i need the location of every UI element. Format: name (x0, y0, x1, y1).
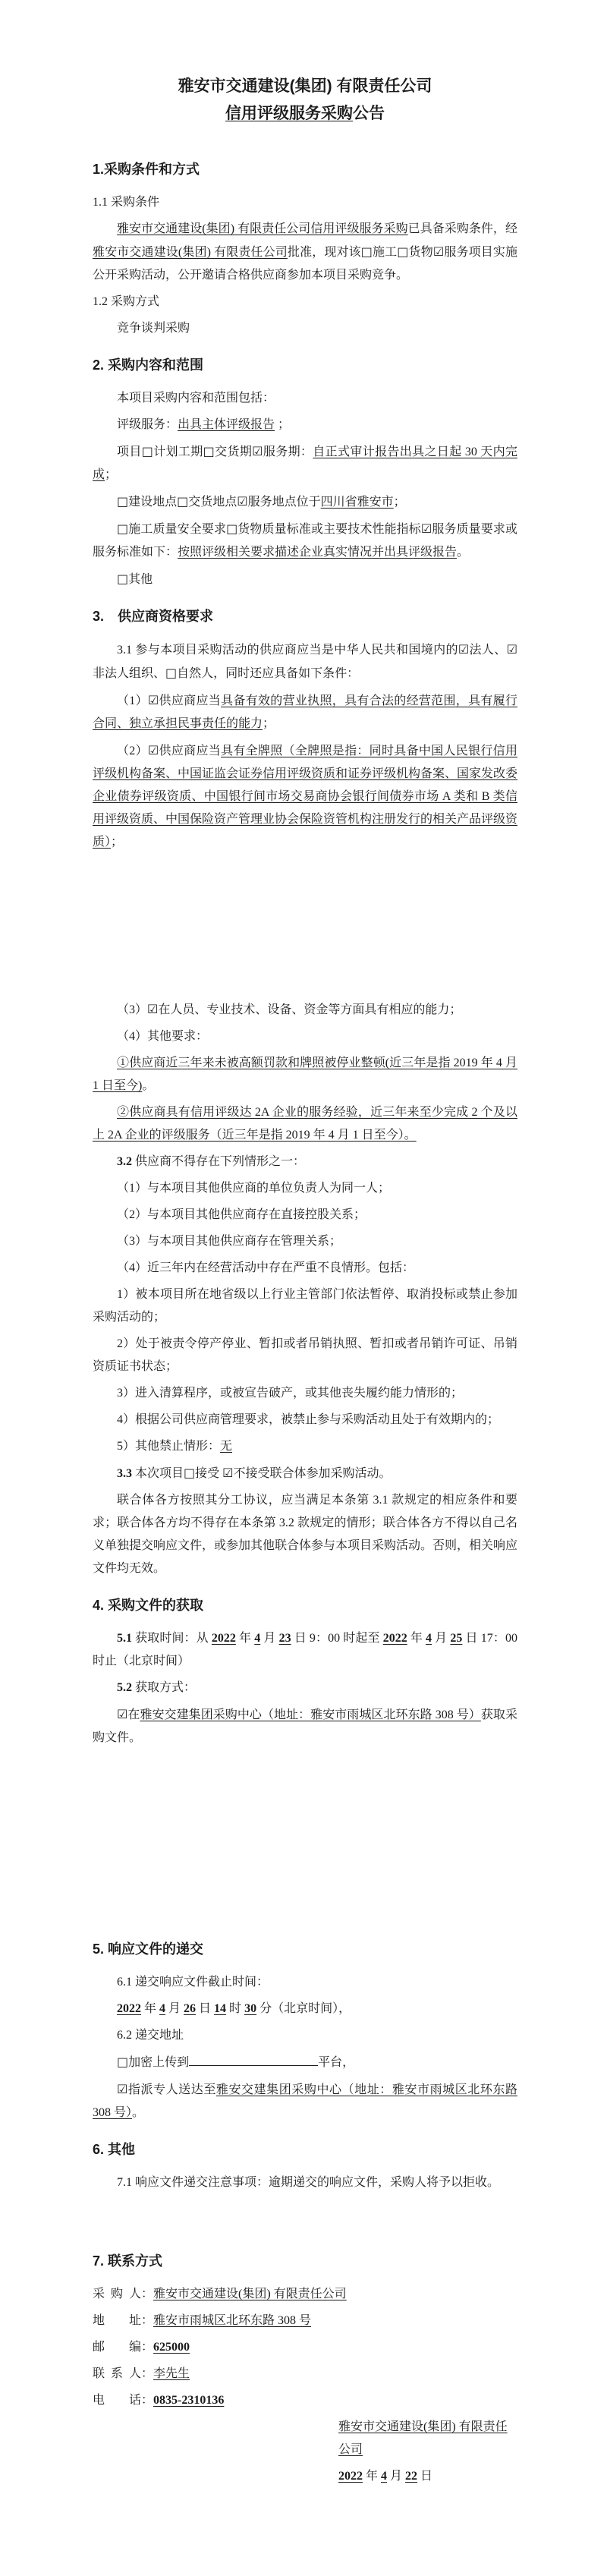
text-segment: 2022 (211, 1632, 236, 1645)
text-segment: （2）与本项目其他供应商存在直接控股关系； (117, 1208, 366, 1221)
text-segment: （2） (117, 745, 148, 757)
clause-1-2-body (93, 317, 517, 340)
scope-service (93, 414, 517, 436)
text-segment: 6.1 递交响应文件截止时间： (117, 1976, 269, 1989)
contact-label: 电话 (93, 2394, 141, 2407)
text-segment: 非法人组织、 (93, 667, 166, 680)
page-break-3 (93, 2198, 517, 2236)
clause-1-1-body (93, 218, 517, 287)
text-segment: ； (393, 496, 406, 509)
text-segment: 日 (196, 2002, 215, 2015)
text-segment: 雅安市雨城区北环东路 308 号 (153, 2314, 312, 2327)
text-segment: ： (141, 2367, 154, 2380)
checkbox-unchecked-icon: □ (165, 666, 178, 680)
page-break-2 (93, 1753, 517, 1924)
text-segment: 月 (260, 1632, 279, 1645)
text-segment: 雅安市交通建设(集团) 有限责任公司信用评级服务采购 (117, 222, 408, 235)
text-segment: 加密上传到 (128, 2056, 190, 2069)
text-segment: 无 (220, 1440, 233, 1453)
text-segment: 服务地点位于 (247, 496, 321, 509)
forbidden-2 (93, 1204, 517, 1227)
section-5-heading (93, 1939, 517, 1959)
section-1-heading (93, 159, 517, 179)
text-segment: 评级服务： (117, 418, 178, 431)
text-segment: 6.2 递交地址 (117, 2029, 184, 2042)
text-segment: 供应商应当 (159, 694, 222, 707)
text-segment: 交货期 (215, 446, 253, 458)
clause-1-2-label (93, 291, 517, 313)
text-segment: 。 (132, 2106, 145, 2119)
text-segment: 信用评级服务采购 (225, 105, 353, 122)
text-segment: 雅安市交通建设(集团) 有限责任公司 (338, 2420, 508, 2456)
contact-purchaser (93, 2283, 517, 2306)
text-segment: 指派专人送达至 (127, 2083, 216, 2096)
forbidden-4-4 (93, 1409, 517, 1431)
page-break-1 (93, 858, 517, 994)
text-segment: 货物 (408, 246, 433, 259)
clause-6-2 (93, 2024, 517, 2047)
text-segment: 日 9：00 时起至 (291, 1632, 383, 1645)
checkbox-checked-icon: ☑ (237, 494, 248, 509)
text-segment: 施工 (373, 246, 398, 259)
forbidden-4 (93, 1257, 517, 1280)
text-segment: 4. 采购文件的获取 (93, 1598, 204, 1613)
text-segment: 法人、 (469, 644, 507, 657)
text-segment: （1） (117, 694, 148, 707)
scope-location (93, 490, 517, 514)
blank-underline-field (189, 2051, 318, 2066)
forbidden-3 (93, 1230, 517, 1253)
checkbox-unchecked-icon: □ (226, 521, 238, 536)
text-segment: ： (141, 2394, 154, 2407)
contact-label: 地址 (93, 2314, 141, 2327)
contact-phone (93, 2389, 517, 2412)
text-segment: 建设地点 (128, 496, 178, 509)
text-segment: ①供应商近三年来未被高额罚款和牌照被停业整顿(近三年是指 2019 年 4 月 1 日至今) (93, 1057, 517, 1092)
text-segment: 施工质量安全要求 (128, 523, 227, 536)
text-segment: ： (141, 2341, 154, 2354)
text-segment: 李先生 (153, 2367, 190, 2380)
checkbox-unchecked-icon: □ (117, 494, 129, 509)
scope-intro (93, 387, 517, 410)
text-segment: 4 (159, 2002, 166, 2015)
checkbox-checked-icon: ☑ (420, 521, 432, 536)
text-segment: 2）处于被责令停产停业、暂扣或者吊销执照、暂扣或者吊销许可证、吊销资质证书状态； (93, 1337, 517, 1373)
text-segment: 获取时间：从 (132, 1632, 212, 1645)
text-segment: 年 (363, 2470, 382, 2483)
text-segment: 本项目采购内容和范围包括： (117, 392, 275, 405)
section-3-heading (93, 606, 517, 626)
text-segment: 批准，现对该 (287, 246, 361, 259)
text-segment: 不接受联合体参加采购活动。 (233, 1467, 392, 1480)
clause-5-1 (93, 1627, 517, 1673)
text-segment: 雅安交建集团采购中心（地址：雅安市雨城区北环东路 308 号） (93, 2083, 517, 2119)
text-segment: 23 (278, 1632, 291, 1645)
text-segment: 3. 供应商资格要求 (93, 609, 214, 624)
text-segment: 5）其他禁止情形： (117, 1440, 221, 1453)
checkbox-unchecked-icon: □ (397, 244, 409, 259)
text-segment: 服务质量要求或服务标准如下： (93, 523, 517, 559)
text-segment: 年 (407, 1632, 426, 1645)
text-segment: 雅安交建集团采购中心（地址：雅安市雨城区北环东路 308 号） (140, 1708, 481, 1721)
text-segment: ： (141, 2288, 154, 2300)
forbidden-4-2 (93, 1333, 517, 1378)
qualification-3 (93, 998, 517, 1022)
checkbox-unchecked-icon: □ (360, 244, 373, 259)
text-segment: 6. 其他 (93, 2142, 136, 2157)
text-segment: 26 (184, 2002, 197, 2015)
text-segment: 接受 (195, 1467, 223, 1480)
text-segment: ； (111, 836, 124, 849)
text-segment: 本次项目 (132, 1467, 184, 1480)
text-segment: 1.1 采购条件 (93, 196, 160, 209)
checkbox-unchecked-icon: □ (177, 494, 189, 509)
checkbox-checked-icon: ☑ (147, 693, 159, 707)
text-segment: 其他 (128, 573, 153, 586)
text-segment: 供应商应当 (159, 745, 222, 757)
doc-title-line-2 (93, 100, 517, 128)
qualification-4-2 (93, 1101, 517, 1147)
text-segment: 服务项目实施公开采购活动，公开邀请合格供应商参加本项目采购竞争。 (93, 246, 517, 282)
text-segment: （3） (117, 1003, 148, 1016)
text-segment: 年 (235, 1632, 255, 1645)
text-segment: 5.2 (117, 1681, 132, 1694)
text-segment: 。 (142, 1079, 155, 1092)
clause-6-1 (93, 1971, 517, 1994)
contact-label: 采购人 (93, 2288, 141, 2300)
text-segment: 分（北京时间）， (256, 2002, 351, 2015)
clause-3-3 (93, 1462, 517, 1485)
clause-3-2 (93, 1151, 517, 1173)
checkbox-checked-icon: ☑ (147, 743, 159, 757)
text-segment: 2022 (117, 2002, 141, 2015)
submit-delivery (93, 2078, 517, 2124)
section-4-heading (93, 1595, 517, 1615)
forbidden-4-3 (93, 1382, 517, 1405)
text-segment: 具有全牌照（全牌照是指：同时具备中国人民银行信用评级机构备案、中国证监会证券信用评级资质和证券评级机构备案、国家发改委企业债券评级资质、中国银行间市场交易商协会银行间债券市场 A 类和 B 类信用评级资质、中国保险资产管理业协会保险资管机构注册发行的相关产品评级资质） (93, 745, 518, 849)
text-segment: ②供应商具有信用评级达 2A 企业的服务经验，近三年来至少完成 2 个及以上 2A 企业的评级服务（近三年是指 2019 年 4 月 1 日至今）。 (93, 1106, 517, 1142)
text-segment: 5. 响应文件的递交 (93, 1941, 204, 1957)
text-segment: 货物质量标准或主要技术性能指标 (237, 523, 421, 536)
text-segment: ； (263, 717, 275, 730)
doc-title-line-1 (93, 73, 517, 100)
text-segment: 4 (254, 1632, 261, 1645)
checkbox-checked-icon: ☑ (458, 642, 470, 657)
text-segment: 月 (387, 2470, 406, 2483)
forbidden-4-5 (93, 1435, 517, 1458)
text-segment: 竞争谈判采购 (117, 322, 190, 335)
qualification-4-1 (93, 1052, 517, 1097)
text-segment: 计划工期 (153, 446, 203, 458)
text-segment: 4）根据公司供应商管理要求，被禁止参与采购活动且处于有效期内的； (117, 1413, 500, 1426)
qualification-4 (93, 1025, 517, 1048)
checkbox-checked-icon: ☑ (222, 1466, 234, 1480)
text-segment: 2022 (382, 1632, 407, 1645)
text-segment: 项目 (117, 446, 142, 458)
text-segment: ： (141, 2314, 154, 2327)
forbidden-1 (93, 1177, 517, 1200)
text-segment: 获取方式： (132, 1681, 197, 1694)
text-segment: 0835-2310136 (153, 2394, 225, 2407)
checkbox-checked-icon: ☑ (117, 2082, 128, 2096)
qualification-1 (93, 689, 517, 735)
text-segment: 14 (214, 2002, 227, 2015)
text-segment: 出具主体评级报告 (178, 418, 275, 431)
text-segment: 具备有效的营业执照，具有合法的经营范围，具有履行合同、独立承担民事责任的能力 (93, 694, 517, 730)
section-7-heading (93, 2251, 517, 2271)
section-2-heading (93, 355, 517, 375)
checkbox-unchecked-icon: □ (184, 1466, 196, 1480)
text-segment: 按照评级相关要求描述企业真实情况并出具评级报告 (178, 546, 458, 559)
text-segment: 3.1 参与本项目采购活动的供应商应当是中华人民共和国境内的 (117, 644, 458, 657)
contact-person (93, 2363, 517, 2385)
text-segment: （4）其他要求： (117, 1030, 209, 1043)
text-segment: 雅安市交通建设(集团) 有限责任公司 (178, 77, 432, 95)
checkbox-checked-icon: ☑ (147, 1002, 159, 1016)
text-segment: 四川省雅安市 (320, 496, 394, 509)
text-segment: 交货地点 (188, 496, 237, 509)
text-segment: 供应商不得存在下列情形之一： (132, 1155, 306, 1168)
clause-5-2 (93, 1677, 517, 1699)
scope-other (93, 568, 517, 591)
text-segment: 22 (405, 2470, 418, 2483)
qualification-2 (93, 739, 517, 854)
text-segment: 月 (432, 1632, 451, 1645)
text-segment: 5.1 (117, 1632, 132, 1645)
text-segment: 1.2 采购方式 (93, 295, 160, 308)
clause-3-1 (93, 638, 517, 685)
text-segment: 自然人，同时还应具备如下条件： (177, 667, 360, 680)
text-segment: 平台， (318, 2056, 355, 2069)
scope-quality (93, 518, 517, 564)
text-segment: 公告 (353, 105, 385, 122)
text-segment: 日 17：00 时止（北京时间） (93, 1632, 517, 1667)
scope-period (93, 440, 517, 487)
checkbox-unchecked-icon: □ (141, 444, 154, 458)
checkbox-checked-icon: ☑ (252, 444, 263, 458)
consortium-note (93, 1489, 517, 1580)
text-segment: （4）近三年内在经营活动中存在严重不良情形。包括： (117, 1261, 415, 1274)
forbidden-4-1 (93, 1283, 517, 1329)
text-segment: 625000 (153, 2341, 190, 2354)
contact-address (93, 2310, 517, 2332)
text-segment: 雅安市交通建设(集团) 有限责任公司 (153, 2288, 347, 2300)
text-segment: （3）与本项目其他供应商存在管理关系； (117, 1235, 342, 1248)
text-segment: 4 (426, 1632, 432, 1645)
text-segment: 在 (127, 1708, 140, 1721)
text-segment: 时 (226, 2002, 245, 2015)
text-segment: 3.3 (117, 1467, 132, 1480)
text-segment: 。 (457, 546, 470, 559)
section-6-heading (93, 2140, 517, 2159)
checkbox-unchecked-icon: □ (203, 444, 215, 458)
contact-zipcode (93, 2336, 517, 2359)
checkbox-checked-icon: ☑ (506, 642, 517, 657)
text-segment: 1.采购条件和方式 (93, 162, 200, 177)
text-segment: 30 (244, 2002, 257, 2015)
signature-company (93, 2416, 517, 2461)
text-segment: ； (105, 468, 118, 481)
signature-date (93, 2465, 517, 2488)
text-segment: 7.1 响应文件递交注意事项：逾期递交的响应文件，采购人将予以拒收。 (117, 2176, 500, 2189)
text-segment: 25 (450, 1632, 463, 1645)
text-segment: 服务期： (263, 446, 313, 458)
checkbox-unchecked-icon: □ (117, 572, 129, 586)
text-segment: 日 (417, 2470, 433, 2483)
clause-1-1-label (93, 191, 517, 214)
text-segment: 年 (141, 2002, 160, 2015)
checkbox-unchecked-icon: □ (117, 2055, 129, 2069)
text-segment: 1）被本项目所在地省级以上行业主管部门依法暂停、取消投标或禁止参加采购活动的； (93, 1288, 517, 1324)
text-segment: 获取采购文件。 (93, 1708, 517, 1744)
document-body (93, 73, 517, 2488)
text-segment: 联合体各方按照其分工协议，应当满足本条第 3.1 款规定的相应条件和要求；联合体各方均不得存在本条第 3.2 款规定的情形；联合体各方不得以自己名义单独提交响应文件，或参加其他联合体参与本项目采购活动。否则，相关响应文件均无效。 (93, 1494, 518, 1575)
checkbox-checked-icon: ☑ (432, 244, 445, 259)
text-segment: 2. 采购内容和范围 (93, 357, 204, 373)
obtain-method (93, 1703, 517, 1749)
text-segment: 自正式审计报告出具之日起 30 天内完成 (93, 446, 517, 481)
text-segment: 月 (165, 2002, 184, 2015)
text-segment: ； (275, 418, 291, 431)
text-segment: 4 (381, 2470, 388, 2483)
text-segment: 在人员、专业技术、设备、资金等方面具有相应的能力； (158, 1003, 462, 1016)
contact-label: 联系人 (93, 2367, 141, 2380)
text-segment: 7. 联系方式 (93, 2253, 163, 2269)
checkbox-unchecked-icon: □ (117, 521, 129, 536)
contact-label: 邮编 (93, 2341, 141, 2354)
checkbox-checked-icon: ☑ (117, 1707, 128, 1721)
submit-deadline (93, 1998, 517, 2020)
submit-upload (93, 2051, 517, 2074)
text-segment: 3）进入清算程序，或被宣告破产，或其他丧失履约能力情形的； (117, 1387, 464, 1400)
text-segment: 已具备采购条件，经 (407, 222, 517, 235)
clause-7-1 (93, 2171, 517, 2194)
text-segment: 雅安市交通建设(集团) 有限责任公司 (93, 246, 288, 259)
text-segment: 2022 (338, 2470, 363, 2483)
text-segment: 3.2 (117, 1155, 132, 1168)
text-segment: （1）与本项目其他供应商的单位负责人为同一人； (117, 1182, 391, 1195)
